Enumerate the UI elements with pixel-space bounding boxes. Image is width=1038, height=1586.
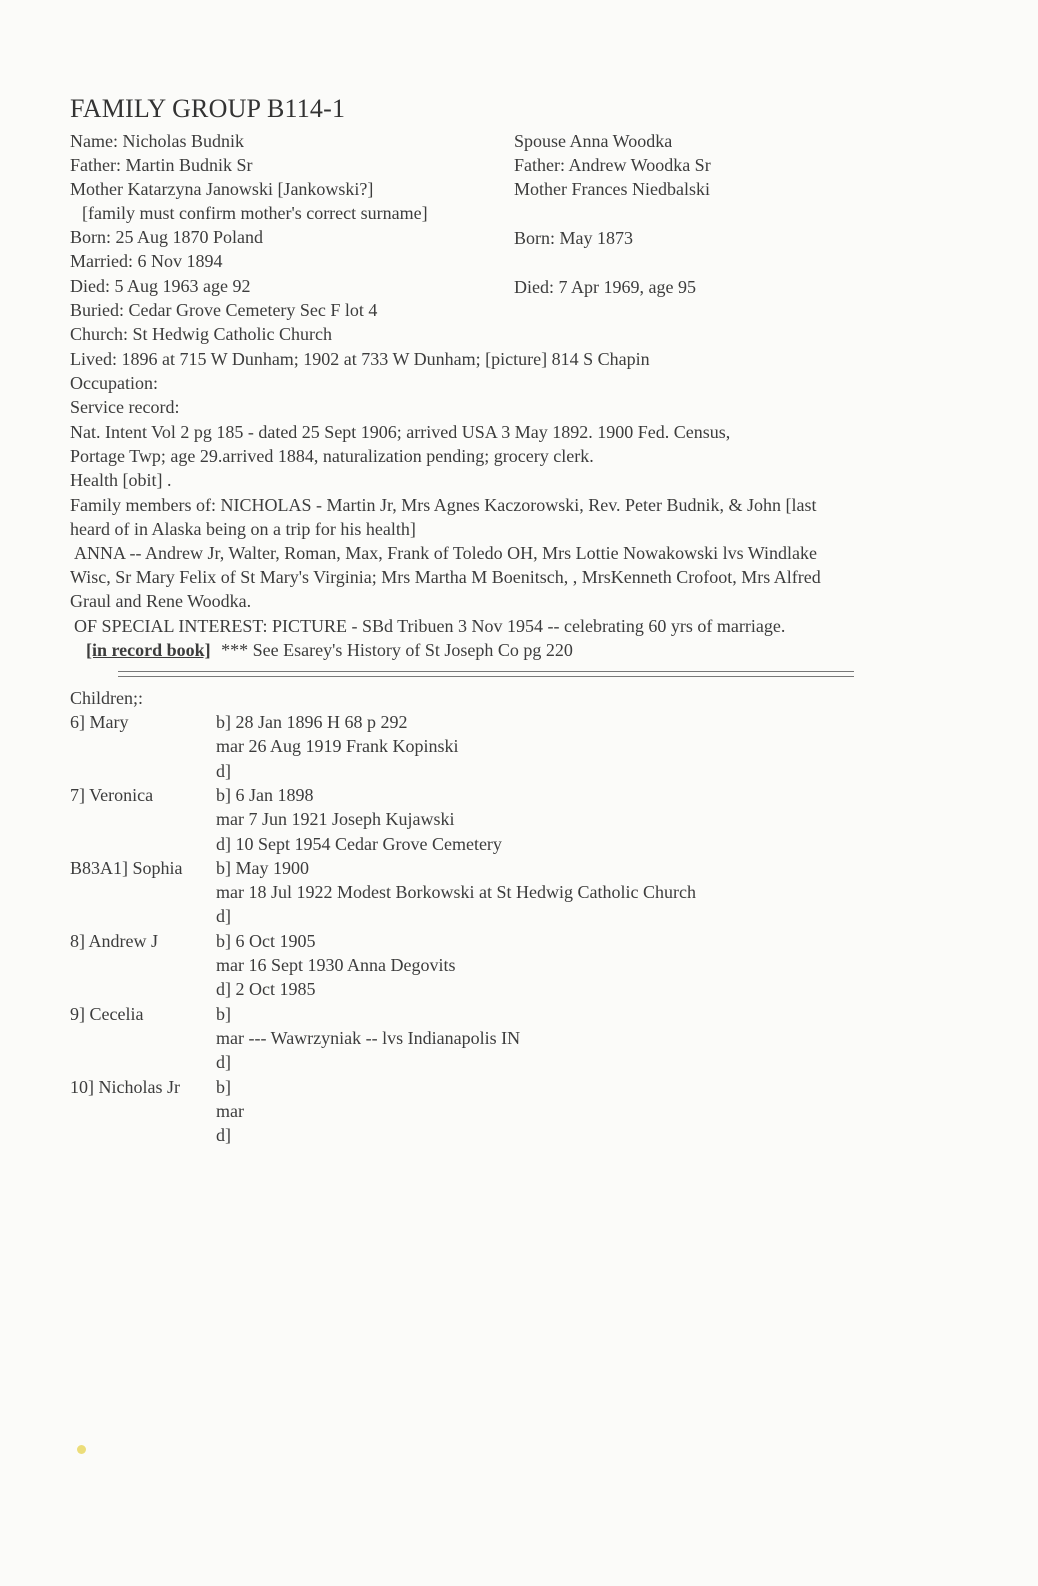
nat-intent-line-1: Nat. Intent Vol 2 pg 185 - dated 25 Sept 1906; arrived USA 3 May 1892. 1900 Fed. Census, <box>70 422 731 442</box>
health-line: Health [obit] . <box>70 470 172 490</box>
child-born: b] 6 Oct 1905 <box>216 931 316 951</box>
child-died: d] <box>216 1125 231 1145</box>
occupation-line: Occupation: <box>70 373 158 393</box>
anna-family-line-1: ANNA -- Andrew Jr, Walter, Roman, Max, Frank of Toledo OH, Mrs Lottie Nowakowski lvs Windlake <box>74 543 818 563</box>
child-married: mar 16 Sept 1930 Anna Degovits <box>216 955 456 975</box>
child-name: 7] Veronica <box>70 785 154 805</box>
child-died: d] <box>216 761 231 781</box>
spouse-name: Spouse Anna Woodka <box>514 131 673 151</box>
record-book-line <box>86 638 573 662</box>
child-married: mar --- Wawrzyniak -- lvs Indianapolis IN <box>216 1028 521 1048</box>
husband-mother-note: [family must confirm mother's correct surname] <box>82 203 428 223</box>
nat-intent-line-2: Portage Twp; age 29.arrived 1884, naturalization pending; grocery clerk. <box>70 446 594 466</box>
spouse-born: Born: May 1873 <box>514 228 633 248</box>
separator-divider <box>118 671 854 677</box>
child-married: mar 26 Aug 1919 Frank Kopinski <box>216 736 459 756</box>
husband-buried: Buried: Cedar Grove Cemetery Sec F lot 4 <box>70 300 378 320</box>
child-married: mar <box>216 1101 244 1121</box>
child-name: 10] Nicholas Jr <box>70 1077 180 1097</box>
family-members-line-1: Family members of: NICHOLAS - Martin Jr, Mrs Agnes Kaczorowski, Rev. Peter Budnik, & John [last <box>70 495 817 515</box>
husband-mother: Mother Katarzyna Janowski [Jankowski?] <box>70 179 374 199</box>
husband-church: Church: St Hedwig Catholic Church <box>70 324 332 344</box>
esarey-history-note: *** See Esarey's History of St Joseph Co pg 220 <box>221 640 573 660</box>
child-married: mar 7 Jun 1921 Joseph Kujawski <box>216 809 455 829</box>
stain-mark <box>77 1445 86 1454</box>
family-members-line-2: heard of in Alaska being on a trip for his health] <box>70 519 416 539</box>
children-label: Children;: <box>70 688 143 708</box>
child-married: mar 18 Jul 1922 Modest Borkowski at St Hedwig Catholic Church <box>216 882 696 902</box>
spouse-died: Died: 7 Apr 1969, age 95 <box>514 277 696 297</box>
record-book-note: [in record book] <box>86 640 211 660</box>
husband-married: Married: 6 Nov 1894 <box>70 251 223 271</box>
child-born: b] May 1900 <box>216 858 309 878</box>
husband-father: Father: Martin Budnik Sr <box>70 155 253 175</box>
child-died: d] 10 Sept 1954 Cedar Grove Cemetery <box>216 834 502 854</box>
service-record-line: Service record: <box>70 397 180 417</box>
husband-born: Born: 25 Aug 1870 Poland <box>70 227 264 247</box>
husband-name: Name: Nicholas Budnik <box>70 131 244 151</box>
special-interest-line: OF SPECIAL INTEREST: PICTURE - SBd Tribuen 3 Nov 1954 -- celebrating 60 yrs of marriage. <box>74 616 786 636</box>
child-died: d] <box>216 906 231 926</box>
child-died: d] 2 Oct 1985 <box>216 979 316 999</box>
child-died: d] <box>216 1052 231 1072</box>
child-born: b] 28 Jan 1896 H 68 p 292 <box>216 712 408 732</box>
anna-family-line-3: Graul and Rene Woodka. <box>70 591 252 611</box>
page-title: FAMILY GROUP B114-1 <box>70 94 346 123</box>
anna-family-line-2: Wisc, Sr Mary Felix of St Mary's Virginia; Mrs Martha M Boenitsch, , MrsKenneth Crofoot, Mrs Alfred <box>70 567 821 587</box>
child-name: 9] Cecelia <box>70 1004 144 1024</box>
child-name: 8] Andrew J <box>70 931 158 951</box>
child-name: 6] Mary <box>70 712 129 732</box>
husband-died: Died: 5 Aug 1963 age 92 <box>70 276 251 296</box>
spouse-father: Father: Andrew Woodka Sr <box>514 155 711 175</box>
child-name: B83A1] Sophia <box>70 858 183 878</box>
lived-line: Lived: 1896 at 715 W Dunham; 1902 at 733 W Dunham; [picture] 814 S Chapin <box>70 349 650 369</box>
child-born: b] <box>216 1004 231 1024</box>
spouse-mother: Mother Frances Niedbalski <box>514 179 710 199</box>
child-born: b] 6 Jan 1898 <box>216 785 314 805</box>
child-born: b] <box>216 1077 231 1097</box>
